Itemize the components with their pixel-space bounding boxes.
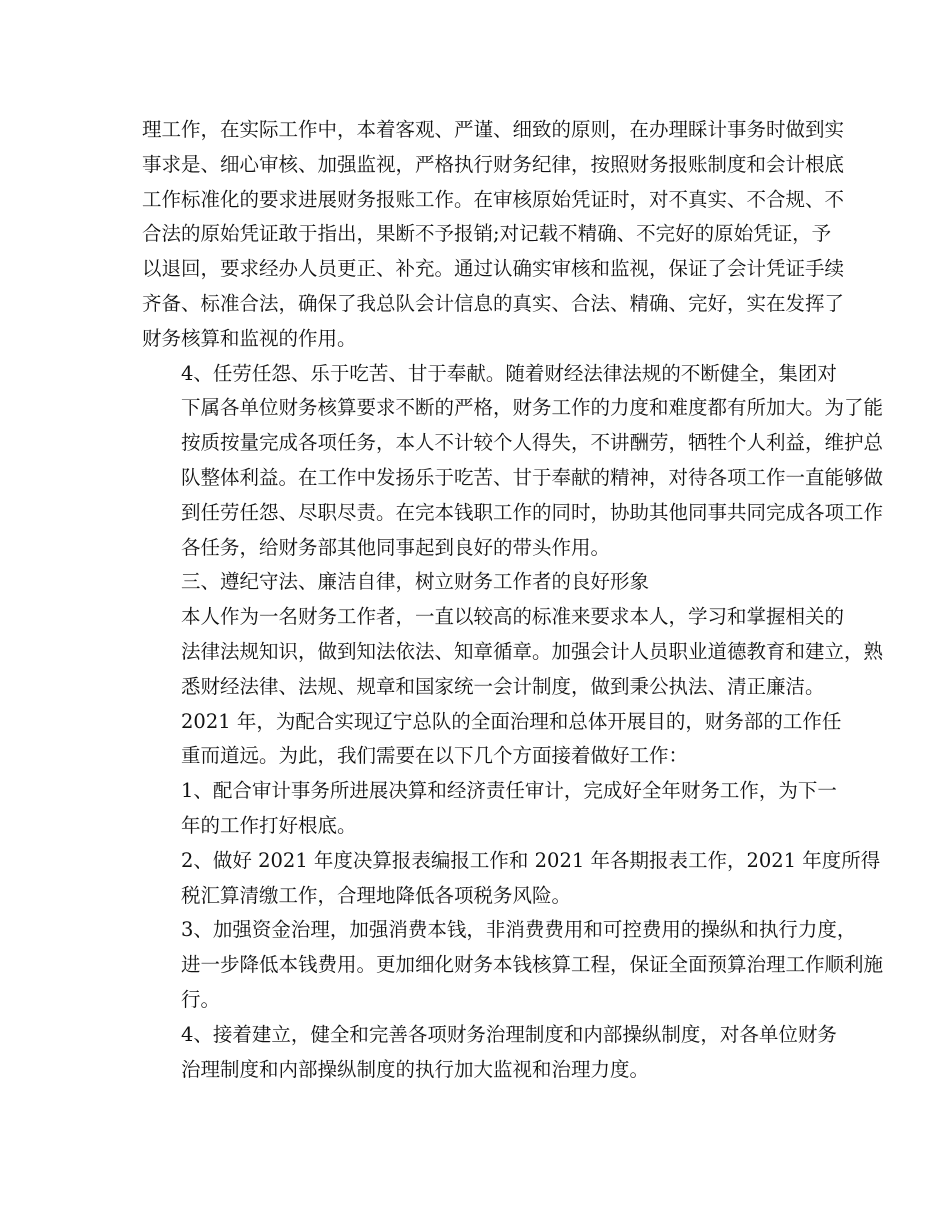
text-line: 队整体利益。在工作中发扬乐于吃苦、甘于奉献的精神，对待各项工作一直能够做 (181, 465, 884, 489)
text-line: 悉财经法律、法规、规章和国家统一会计制度，做到秉公执法、清正廉洁。 (181, 674, 825, 698)
text-line: 财务核算和监视的作用。 (142, 326, 357, 350)
text-line: 到任劳任怨、尽职尽责。在完本钱职工作的同时，协助其他同事共同完成各项工作 (181, 500, 884, 524)
text-line: 下属各单位财务核算要求不断的严格，财务工作的力度和难度都有所加大。为了能 (181, 396, 884, 420)
text-line: 4、任劳任怨、乐于吃苦、甘于奉献。随着财经法律法规的不断健全，集团对 (181, 361, 837, 385)
paragraph (142, 705, 842, 775)
text-line: 以退回，要求经办人员更正、补充。通过认确实审核和监视，保证了会计凭证手续 (142, 257, 845, 281)
document-body (142, 113, 884, 1087)
text-line: 税汇算清缴工作，合理地降低各项税务风险。 (181, 883, 572, 907)
text-line: 年的工作打好根底。 (181, 813, 357, 837)
text-line: 2、做好 2021 年度决算报表编报工作和 2021 年各期报表工作，2021 年度所得 (181, 848, 881, 872)
paragraph (142, 1018, 837, 1088)
text-line: 三、遵纪守法、廉洁自律，树立财务工作者的良好形象 (181, 570, 650, 594)
text-line: 理工作，在实际工作中，本着客观、严谨、细致的原则，在办理睬计事务时做到实 (142, 118, 845, 141)
text-line: 治理制度和内部操纵制度的执行加大监视和治理力度。 (181, 1057, 650, 1081)
text-line: 齐备、标准合法，确保了我总队会计信息的真实、合法、精确、完好，实在发挥了 (142, 291, 845, 315)
text-line: 按质按量完成各项任务，本人不计较个人得失，不讲酬劳，牺牲个人利益，维护总 (181, 431, 884, 455)
text-line: 重而道远。为此，我们需要在以下几个方面接着做好工作： (181, 744, 689, 768)
paragraph (142, 357, 884, 566)
text-line: 进一步降低本钱费用。更加细化财务本钱核算工程，保证全面预算治理工作顺利施 (181, 953, 884, 977)
text-line: 合法的原始凭证敢于指出，果断不予报销;对记载不精确、不完好的原始凭证，予 (142, 222, 832, 246)
paragraph (142, 844, 881, 914)
text-line: 4、接着建立，健全和完善各项财务治理制度和内部操纵制度，对各单位财务 (181, 1022, 837, 1046)
text-line: 行。 (181, 987, 221, 1011)
text-line: 1、配合审计事务所进展决算和经济责任审计，完成好全年财务工作，为下一 (181, 779, 837, 803)
text-line: 3、加强资金治理，加强消费本钱，非消费费用和可控费用的操纵和执行力度， (181, 918, 857, 942)
text-line: 工作标准化的要求进展财务报账工作。在审核原始凭证时，对不真实、不合规、不 (142, 187, 845, 211)
text-line: 事求是、细心审核、加强监视，严格执行财务纪律，按照财务报账制度和会计根底 (142, 152, 845, 176)
paragraph (142, 600, 884, 704)
paragraph (142, 774, 837, 844)
text-line: 各任务，给财务部其他同事起到良好的带头作用。 (181, 535, 611, 559)
text-line: 2021 年，为配合实现辽宁总队的全面治理和总体开展目的，财务部的工作任 (181, 709, 842, 733)
paragraph (142, 565, 814, 600)
paragraph (142, 913, 884, 1017)
text-line: 本人作为一名财务工作者，一直以较高的标准来要求本人，学习和掌握相关的 (181, 605, 845, 629)
paragraph (142, 113, 845, 357)
text-line: 法律法规知识，做到知法依法、知章循章。加强会计人员职业道德教育和建立，熟 (181, 639, 884, 663)
